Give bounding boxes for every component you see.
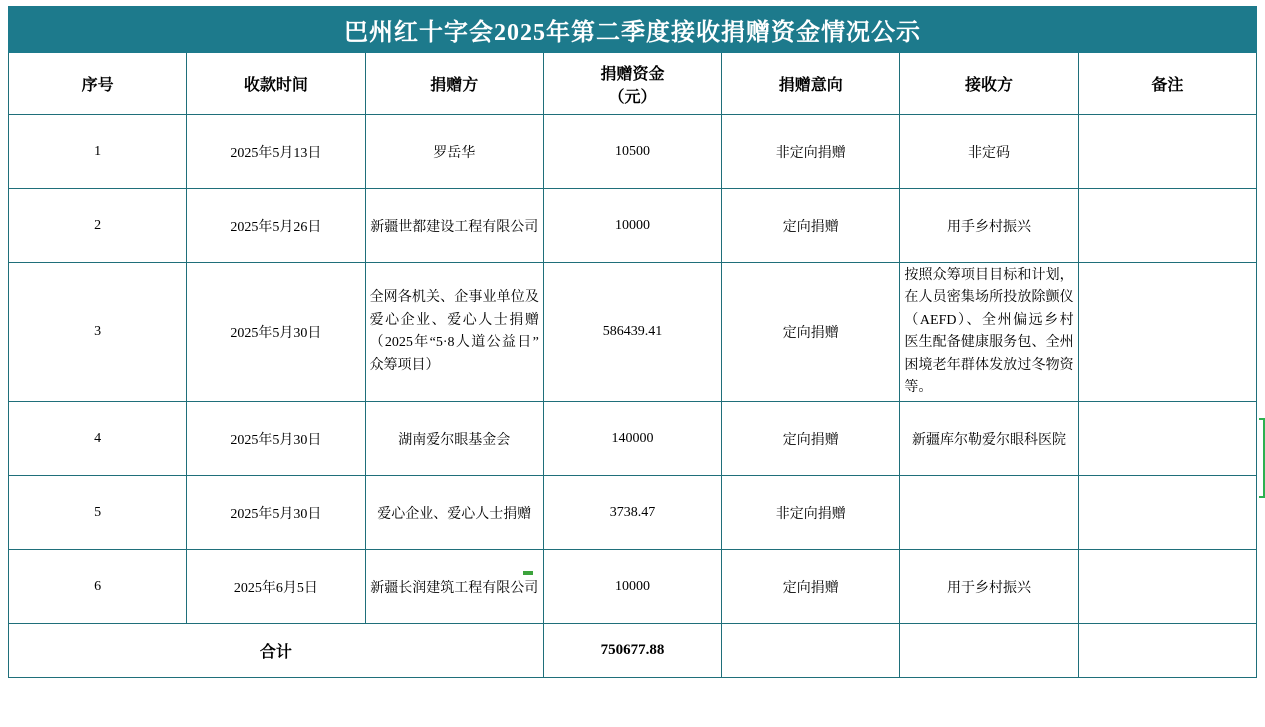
cell-index: 2 bbox=[9, 189, 187, 263]
column-header-index: 序号 bbox=[9, 53, 187, 115]
cell-donor: 新疆世都建设工程有限公司 bbox=[365, 189, 543, 263]
page-title: 巴州红十字会2025年第二季度接收捐赠资金情况公示 bbox=[9, 7, 1257, 53]
header-row bbox=[9, 53, 1257, 115]
cell-note bbox=[1078, 550, 1256, 624]
cell-receiver: 按照众筹项目目标和计划，在人员密集场所投放除颤仪（AEFD）、全州偏远乡村医生配备健康服务包、全州困境老年群体发放过冬物资等。 bbox=[900, 263, 1078, 402]
cell-note bbox=[1078, 189, 1256, 263]
cell-date: 2025年5月30日 bbox=[187, 476, 365, 550]
cell-index: 6 bbox=[9, 550, 187, 624]
total-label: 合计 bbox=[9, 624, 544, 678]
table-row bbox=[9, 476, 1257, 550]
cell-note bbox=[1078, 115, 1256, 189]
cell-intent: 定向捐赠 bbox=[722, 550, 900, 624]
column-header-receiver: 接收方 bbox=[900, 53, 1078, 115]
cell-date: 2025年5月30日 bbox=[187, 402, 365, 476]
cell-intent: 非定向捐赠 bbox=[722, 476, 900, 550]
cell-receiver: 非定码 bbox=[900, 115, 1078, 189]
column-header-note: 备注 bbox=[1078, 53, 1256, 115]
cell-amount: 586439.41 bbox=[543, 263, 721, 402]
cell-intent: 定向捐赠 bbox=[722, 189, 900, 263]
selection-tick bbox=[523, 571, 533, 575]
cell-date: 2025年6月5日 bbox=[187, 550, 365, 624]
cell-amount: 10000 bbox=[543, 550, 721, 624]
cell-index: 4 bbox=[9, 402, 187, 476]
cell-receiver: 新疆库尔勒爱尔眼科医院 bbox=[900, 402, 1078, 476]
cell-note bbox=[1078, 476, 1256, 550]
total-amount: 750677.88 bbox=[543, 624, 721, 678]
cell-intent: 定向捐赠 bbox=[722, 263, 900, 402]
table-head bbox=[9, 7, 1257, 115]
total-intent-blank bbox=[722, 624, 900, 678]
cell-note bbox=[1078, 402, 1256, 476]
table-body bbox=[9, 115, 1257, 678]
cell-date: 2025年5月30日 bbox=[187, 263, 365, 402]
cell-receiver bbox=[900, 476, 1078, 550]
cell-receiver: 用手乡村振兴 bbox=[900, 189, 1078, 263]
cell-index: 1 bbox=[9, 115, 187, 189]
cell-index: 3 bbox=[9, 263, 187, 402]
table-row bbox=[9, 189, 1257, 263]
total-note-blank bbox=[1078, 624, 1256, 678]
cell-intent: 定向捐赠 bbox=[722, 402, 900, 476]
column-header-amount-line2: （元） bbox=[608, 88, 657, 106]
column-header-intent: 捐赠意向 bbox=[722, 53, 900, 115]
cell-donor: 湖南爱尔眼基金会 bbox=[365, 402, 543, 476]
selection-marker bbox=[1259, 418, 1265, 498]
cell-note bbox=[1078, 263, 1256, 402]
column-header-amount bbox=[543, 53, 721, 115]
table-row bbox=[9, 263, 1257, 402]
cell-index: 5 bbox=[9, 476, 187, 550]
total-receiver-blank bbox=[900, 624, 1078, 678]
cell-intent: 非定向捐赠 bbox=[722, 115, 900, 189]
cell-donor: 爱心企业、爱心人士捐赠 bbox=[365, 476, 543, 550]
column-header-date: 收款时间 bbox=[187, 53, 365, 115]
table-row bbox=[9, 550, 1257, 624]
title-row bbox=[9, 7, 1257, 53]
cell-date: 2025年5月13日 bbox=[187, 115, 365, 189]
column-header-amount-line1: 捐赠资金 bbox=[600, 65, 665, 83]
cell-donor: 全网各机关、企事业单位及爱心企业、爱心人士捐赠（2025年“5·8人道公益日”众筹项目） bbox=[365, 263, 543, 402]
cell-donor: 新疆长润建筑工程有限公司 bbox=[365, 550, 543, 624]
cell-date: 2025年5月26日 bbox=[187, 189, 365, 263]
total-row bbox=[9, 624, 1257, 678]
cell-amount: 140000 bbox=[543, 402, 721, 476]
donation-disclosure-table bbox=[8, 6, 1257, 678]
cell-donor: 罗岳华 bbox=[365, 115, 543, 189]
column-header-donor: 捐赠方 bbox=[365, 53, 543, 115]
cell-amount: 10500 bbox=[543, 115, 721, 189]
cell-amount: 10000 bbox=[543, 189, 721, 263]
table-row bbox=[9, 115, 1257, 189]
cell-receiver: 用于乡村振兴 bbox=[900, 550, 1078, 624]
cell-amount: 3738.47 bbox=[543, 476, 721, 550]
table-row bbox=[9, 402, 1257, 476]
